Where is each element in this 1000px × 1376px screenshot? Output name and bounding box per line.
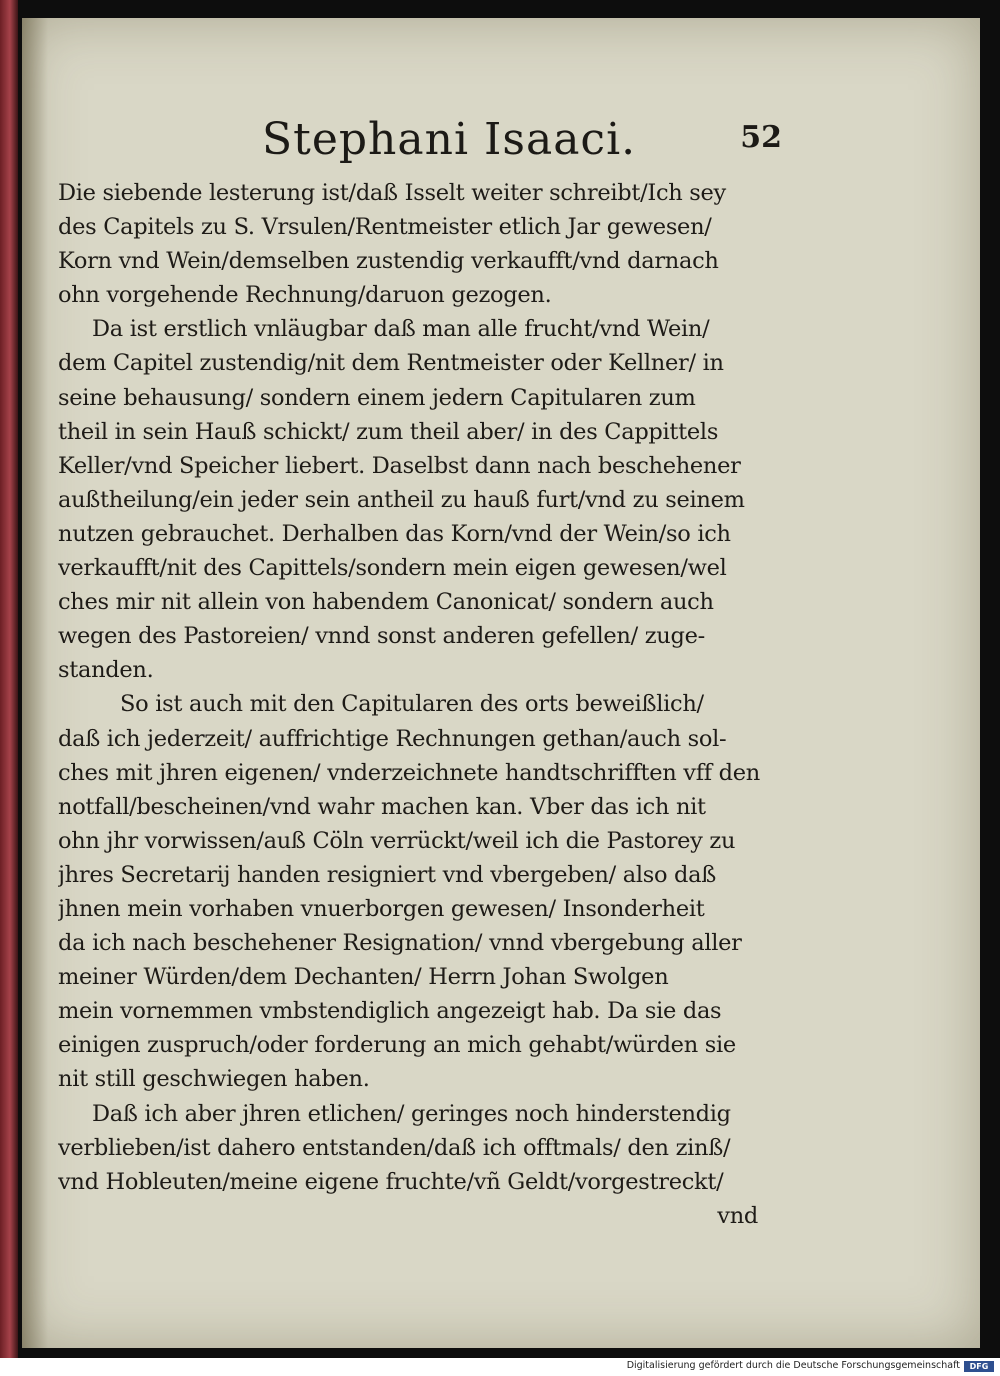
book-cover-edge xyxy=(0,0,18,1358)
dfg-logo: DFG xyxy=(964,1361,994,1372)
text-line: Keller/vnd Speicher liebert. Daselbst dann nach beschehener xyxy=(58,452,741,479)
page-number: 52 xyxy=(740,120,782,155)
text-line: ohn jhr vorwissen/auß Cöln verrückt/weil ich die Pastorey zu xyxy=(58,827,736,854)
text-line: notfall/bescheinen/vnd wahr machen kan. Vber das ich nit xyxy=(58,793,706,820)
page-gutter-shadow xyxy=(22,18,48,1348)
text-line: jhnen mein vorhaben vnuerborgen gewesen/ Insonderheit xyxy=(58,895,705,922)
text-line: Daß ich aber jhren etlichen/ geringes noch hinderstendig xyxy=(92,1100,731,1127)
text-line: seine behausung/ sondern einem jedern Capitularen zum xyxy=(58,384,696,411)
text-line: einigen zuspruch/oder forderung an mich gehabt/würden sie xyxy=(58,1032,736,1059)
text-line: außtheilung/ein jeder sein antheil zu hauß furt/vnd zu seinem xyxy=(58,486,745,513)
text-line: vnd Hobleuten/meine eigene fruchte/vñ Geldt/vorgestreckt/ xyxy=(58,1168,724,1195)
text-line: nutzen gebrauchet. Derhalben das Korn/vnd der Wein/so ich xyxy=(58,520,731,547)
text-line: So ist auch mit den Capitularen des orts beweißlich/ xyxy=(120,691,704,718)
body-text xyxy=(58,176,770,1233)
text-line: standen. xyxy=(58,657,154,684)
text-line: Da ist erstlich vnläugbar daß man alle frucht/vnd Wein/ xyxy=(92,316,710,343)
text-line: meiner Würden/dem Dechanten/ Herrn Johan Swolgen xyxy=(58,964,669,991)
text-line: ohn vorgehende Rechnung/daruon gezogen. xyxy=(58,282,552,309)
text-line: Korn vnd Wein/demselben zustendig verkaufft/vnd darnach xyxy=(58,248,719,275)
catchword: vnd xyxy=(717,1202,758,1229)
text-line: Die siebende lesterung ist/daß Isselt weiter schreibt/Ich sey xyxy=(58,180,726,206)
running-head xyxy=(262,114,782,174)
running-head-title: Stephani Isaaci. xyxy=(262,114,637,165)
text-line: verkaufft/nit des Capittels/sondern mein eigen gewesen/wel xyxy=(58,555,727,582)
text-line: dem Capitel zustendig/nit dem Rentmeister oder Kellner/ in xyxy=(58,350,724,377)
text-line: mein vornemmen vmbstendiglich angezeigt hab. Da sie das xyxy=(58,998,722,1025)
text-line: wegen des Pastoreien/ vnnd sonst anderen gefellen/ zuge- xyxy=(58,623,705,650)
text-line: ches mit jhren eigenen/ vnderzeichnete handtschrifften vff den xyxy=(58,759,760,786)
text-line: des Capitels zu S. Vrsulen/Rentmeister etlich Jar gewesen/ xyxy=(58,214,712,241)
text-line: nit still geschwiegen haben. xyxy=(58,1066,370,1093)
text-line: ches mir nit allein von habendem Canonicat/ sondern auch xyxy=(58,589,714,616)
footer-bar xyxy=(0,1358,1000,1376)
text-line: da ich nach beschehener Resignation/ vnnd vbergebung aller xyxy=(58,930,742,957)
text-line: jhres Secretarij handen resigniert vnd vbergeben/ also daß xyxy=(58,861,717,888)
text-line: verblieben/ist dahero entstanden/daß ich offtmals/ den zinß/ xyxy=(58,1134,731,1161)
text-line: theil in sein Hauß schickt/ zum theil aber/ in des Cappittels xyxy=(58,418,719,445)
text-line: daß ich jederzeit/ auffrichtige Rechnungen gethan/auch sol- xyxy=(58,725,727,752)
funding-credit: Digitalisierung gefördert durch die Deutsche Forschungsgemeinschaft xyxy=(626,1360,960,1371)
